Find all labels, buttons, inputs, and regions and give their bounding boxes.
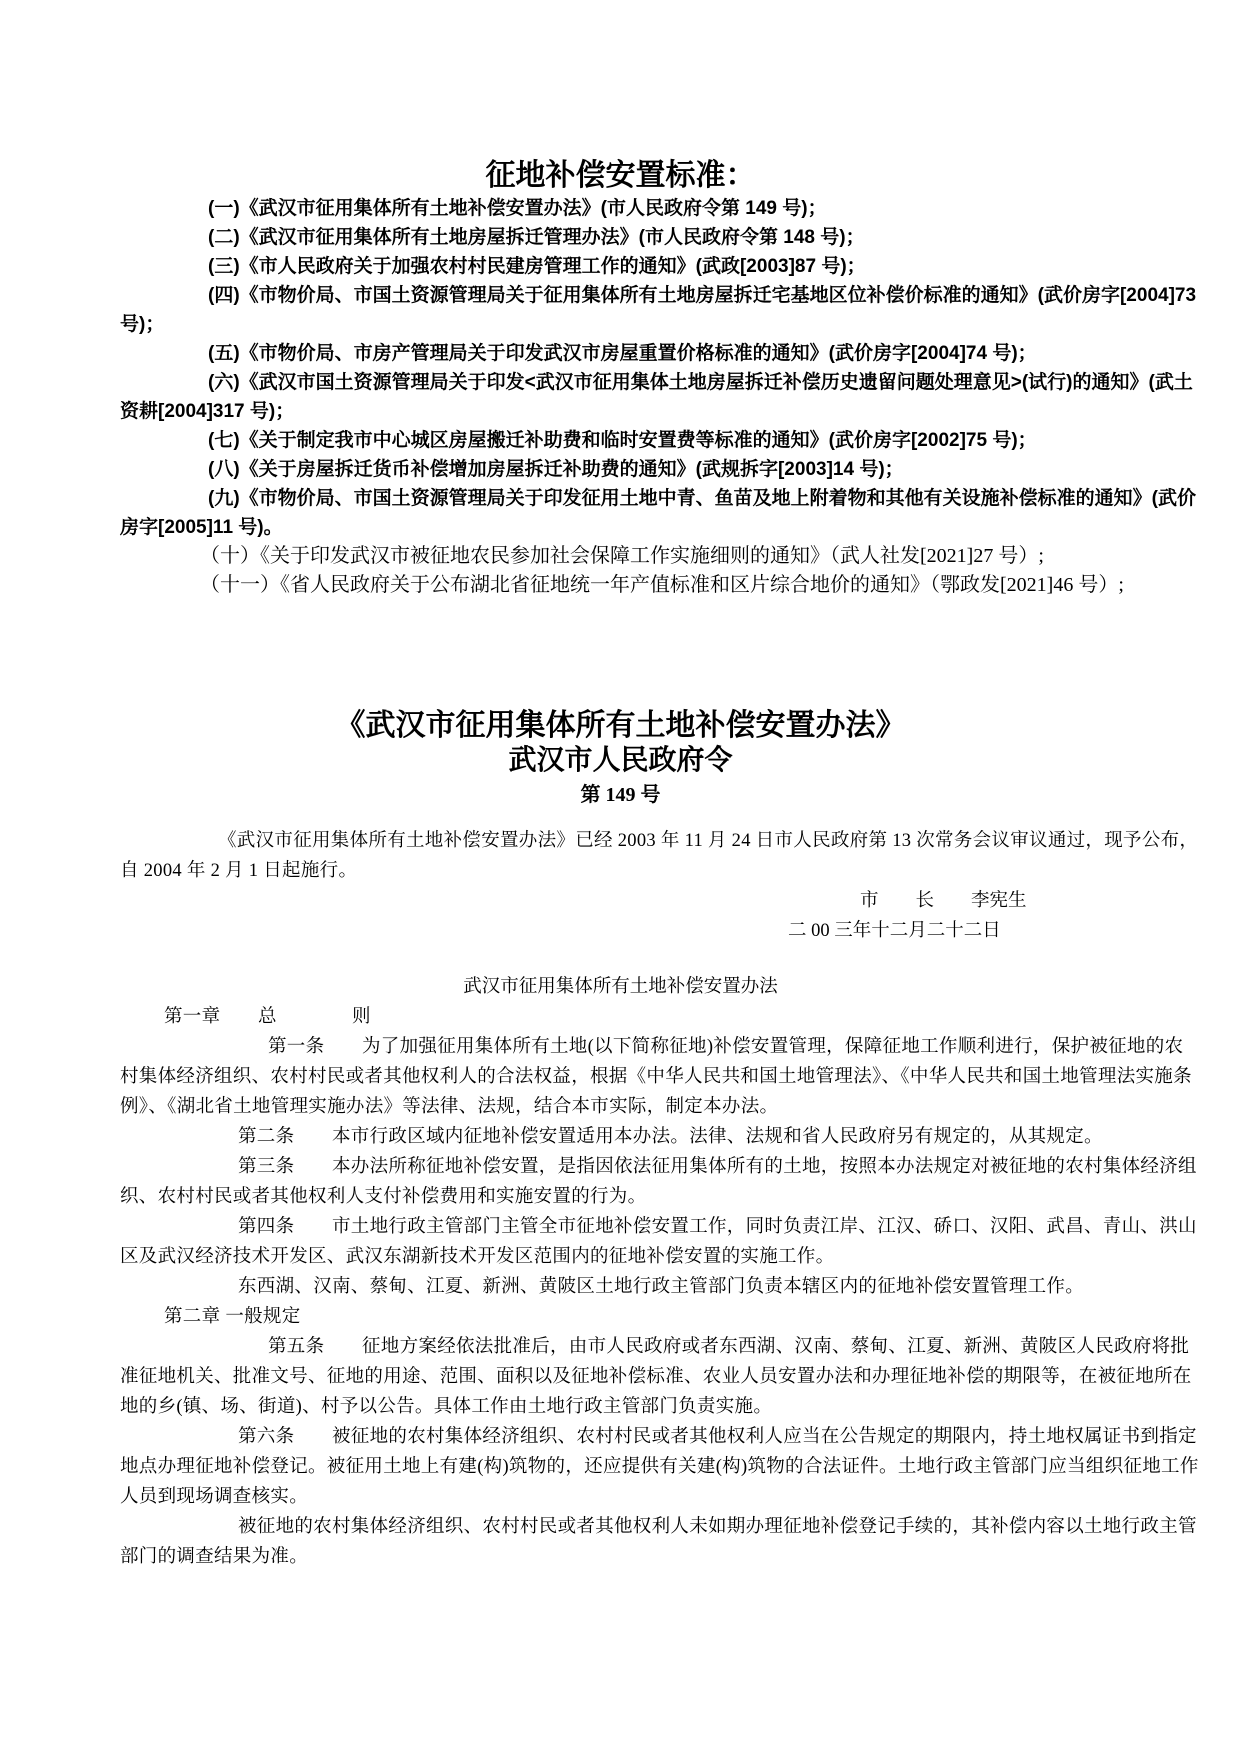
standard-item: (六)《武汉市国土资源管理局关于印发<武汉市征用集体土地房屋拆迁补偿历史遗留问题处理意见>(试行)的通知》(武土资耕[2004]317 号)；: [120, 372, 1193, 422]
decree-intro: [120, 826, 1200, 886]
standard-item: (八)《关于房屋拆迁货币补偿增加房屋拆迁补助费的通知》(武规拆字[2003]14 号)；: [208, 459, 904, 480]
regulation-title: 武汉市征用集体所有土地补偿安置办法: [463, 977, 778, 997]
chapter-heading: 第一章 总 则: [164, 1007, 371, 1027]
page-heading: 征地补偿安置标准：: [485, 159, 756, 192]
article-3: 第三条 本办法所称征地补偿安置，是指因依法征用集体所有的土地，按照本办法规定对被征地的农村集体经济组织、农村村民或者其他权利人支付补偿费用和实施安置的行为。: [120, 1157, 1197, 1207]
document-number: 第 149 号: [580, 784, 661, 806]
standard-item: （十一）《省人民政府关于公布湖北省征地统一年产值标准和区片综合地价的通知》（鄂政发[2021]46 号）;: [200, 574, 1124, 596]
standard-item: (五)《市物价局、市房产管理局关于印发武汉市房屋重置价格标准的通知》(武价房字[2004]74 号)；: [208, 343, 1037, 364]
document-title: 《武汉市征用集体所有土地补偿安置办法》: [335, 709, 906, 742]
signer-line: 市 长 李宪生: [860, 891, 1027, 911]
document-issuer: 武汉市人民政府令: [508, 745, 733, 776]
standard-item: (九)《市物价局、市国土资源管理局关于印发征用土地中青、鱼苗及地上附着物和其他有关设施补偿标准的通知》(武价房字[2005]11 号)。: [120, 488, 1196, 538]
standard-item: (三)《市人民政府关于加强农村村民建房管理工作的通知》(武政[2003]87 号)；: [208, 256, 866, 277]
chapter-heading: 第二章 一般规定: [164, 1307, 301, 1327]
article-6: 第六条 被征地的农村集体经济组织、农村村民或者其他权利人应当在公告规定的期限内，持土地权属证书到指定地点办理征地补偿登记。被征用土地上有建(构)筑物的，还应提供有关建(构)筑物的合法证件。土地行政主管部门应当组织征地工作人员到现场调查核实。: [120, 1427, 1199, 1507]
intro-paragraph: 《武汉市征用集体所有土地补偿安置办法》已经 2003 年 11 月 24 日市人民政府第 13 次常务会议审议通过，现予公布，自 2004 年 2 月 1 日起施行。: [120, 831, 1199, 881]
standards-list: [120, 194, 1200, 600]
article-4-paragraph-2: 东西湖、汉南、蔡甸、江夏、新洲、黄陂区土地行政主管部门负责本辖区内的征地补偿安置管理工作。: [238, 1277, 1085, 1297]
article-1: 第一条 为了加强征用集体所有土地(以下简称征地)补偿安置管理，保障征地工作顺利进行，保护被征地的农村集体经济组织、农村村民或者其他权利人的合法权益，根据《中华人民共和国土地管理法》、《中华人民共和国土地管理法实施条例》、《湖北省土地管理实施办法》等法律、法规，结合本市实际，制定本办法。: [120, 1037, 1192, 1117]
article-5: 第五条 征地方案经依法批准后，由市人民政府或者东西湖、汉南、蔡甸、江夏、新洲、黄陂区人民政府将批准征地机关、批准文号、征地的用途、范围、面积以及征地补偿标准、农业人员安置办法和办理征地补偿的期限等，在被征地所在地的乡(镇、场、街道)、村予以公告。具体工作由土地行政主管部门负责实施。: [120, 1337, 1192, 1417]
standard-item: (七)《关于制定我市中心城区房屋搬迁补助费和临时安置费等标准的通知》(武价房字[2002]75 号)；: [208, 430, 1037, 451]
article-6-paragraph-2: 被征地的农村集体经济组织、农村村民或者其他权利人未如期办理征地补偿登记手续的，其补偿内容以土地行政主管部门的调查结果为准。: [120, 1517, 1197, 1567]
standard-item: (二)《武汉市征用集体所有土地房屋拆迁管理办法》(市人民政府令第 148 号)；: [208, 227, 865, 248]
article-4: 第四条 市土地行政主管部门主管全市征地补偿安置工作，同时负责江岸、江汉、硚口、汉阳、武昌、青山、洪山区及武汉经济技术开发区、武汉东湖新技术开发区范围内的征地补偿安置的实施工作。: [120, 1217, 1197, 1267]
article-2: 第二条 本市行政区域内征地补偿安置适用本办法。法律、法规和省人民政府另有规定的，从其规定。: [238, 1127, 1103, 1147]
decree-date: 二 00 三年十二月二十二日: [788, 921, 1001, 941]
regulation-body: [120, 1002, 1200, 1572]
standard-item: （十）《关于印发武汉市被征地农民参加社会保障工作实施细则的通知》（武人社发[2021]27 号）;: [200, 545, 1044, 567]
standard-item: (四)《市物价局、市国土资源管理局关于征用集体所有土地房屋拆迁宅基地区位补偿价标准的通知》(武价房字[2004]73 号)；: [120, 285, 1197, 335]
standard-item: (一)《武汉市征用集体所有土地补偿安置办法》(市人民政府令第 149 号)；: [208, 198, 827, 219]
